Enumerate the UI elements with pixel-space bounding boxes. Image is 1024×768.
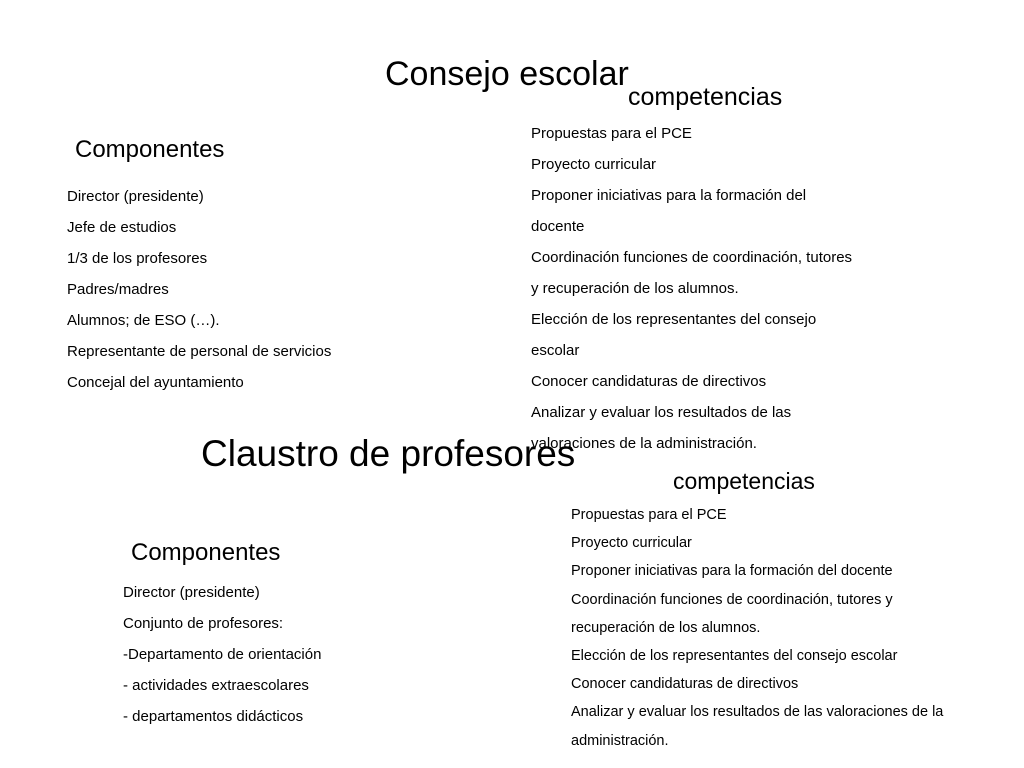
claustro-competencias-heading: competencias bbox=[673, 468, 815, 494]
list-item: -Departamento de orientación bbox=[123, 646, 322, 663]
list-item: Conocer candidaturas de directivos bbox=[571, 676, 799, 693]
list-item: Proyecto curricular bbox=[571, 535, 692, 552]
list-item: Proyecto curricular bbox=[531, 156, 657, 173]
list-item: y recuperación de los alumnos. bbox=[531, 280, 739, 297]
consejo-componentes-heading: Componentes bbox=[75, 136, 225, 163]
list-item: administración. bbox=[571, 732, 669, 749]
claustro-componentes-list bbox=[123, 577, 321, 732]
list-item: - departamentos didácticos bbox=[123, 708, 304, 725]
list-item: Propuestas para el PCE bbox=[571, 507, 727, 523]
list-item: Proponer iniciativas para la formación del docente bbox=[571, 563, 893, 580]
list-item: Coordinación funciones de coordinación, tutores y bbox=[571, 591, 893, 608]
list-item: Jefe de estudios bbox=[67, 219, 177, 236]
list-item: Analizar y evaluar los resultados de las valoraciones de la bbox=[571, 704, 944, 721]
list-item: recuperación de los alumnos. bbox=[571, 619, 761, 636]
list-item: Analizar y evaluar los resultados de las bbox=[531, 404, 792, 421]
list-item: escolar bbox=[531, 342, 580, 359]
list-item: Elección de los representantes del consejo escolar bbox=[571, 647, 898, 664]
list-item: Director (presidente) bbox=[67, 188, 204, 205]
list-item: - actividades extraescolares bbox=[123, 677, 309, 694]
consejo-componentes-list bbox=[67, 181, 331, 398]
claustro-title: Claustro de profesores bbox=[201, 433, 576, 474]
consejo-competencias-heading: competencias bbox=[628, 83, 783, 111]
claustro-componentes-heading: Componentes bbox=[131, 539, 281, 566]
list-item: Alumnos; de ESO (…). bbox=[67, 312, 220, 329]
list-item: Conjunto de profesores: bbox=[123, 615, 284, 632]
list-item: Director (presidente) bbox=[123, 584, 260, 601]
list-item: docente bbox=[531, 218, 585, 235]
list-item: 1/3 de los profesores bbox=[67, 250, 208, 267]
list-item: Representante de personal de servicios bbox=[67, 343, 332, 360]
list-item: Elección de los representantes del consejo bbox=[531, 311, 817, 328]
list-item: Padres/madres bbox=[67, 281, 169, 298]
list-item: Proponer iniciativas para la formación del bbox=[531, 187, 807, 204]
list-item: Coordinación funciones de coordinación, tutores bbox=[531, 249, 853, 266]
claustro-competencias-list bbox=[571, 501, 943, 755]
list-item: valoraciones de la administración. bbox=[531, 435, 757, 452]
consejo-competencias-list bbox=[531, 118, 852, 459]
list-item: Propuestas para el PCE bbox=[531, 125, 692, 142]
consejo-title: Consejo escolar bbox=[385, 55, 629, 93]
list-item: Conocer candidaturas de directivos bbox=[531, 373, 767, 390]
list-item: Concejal del ayuntamiento bbox=[67, 374, 244, 391]
